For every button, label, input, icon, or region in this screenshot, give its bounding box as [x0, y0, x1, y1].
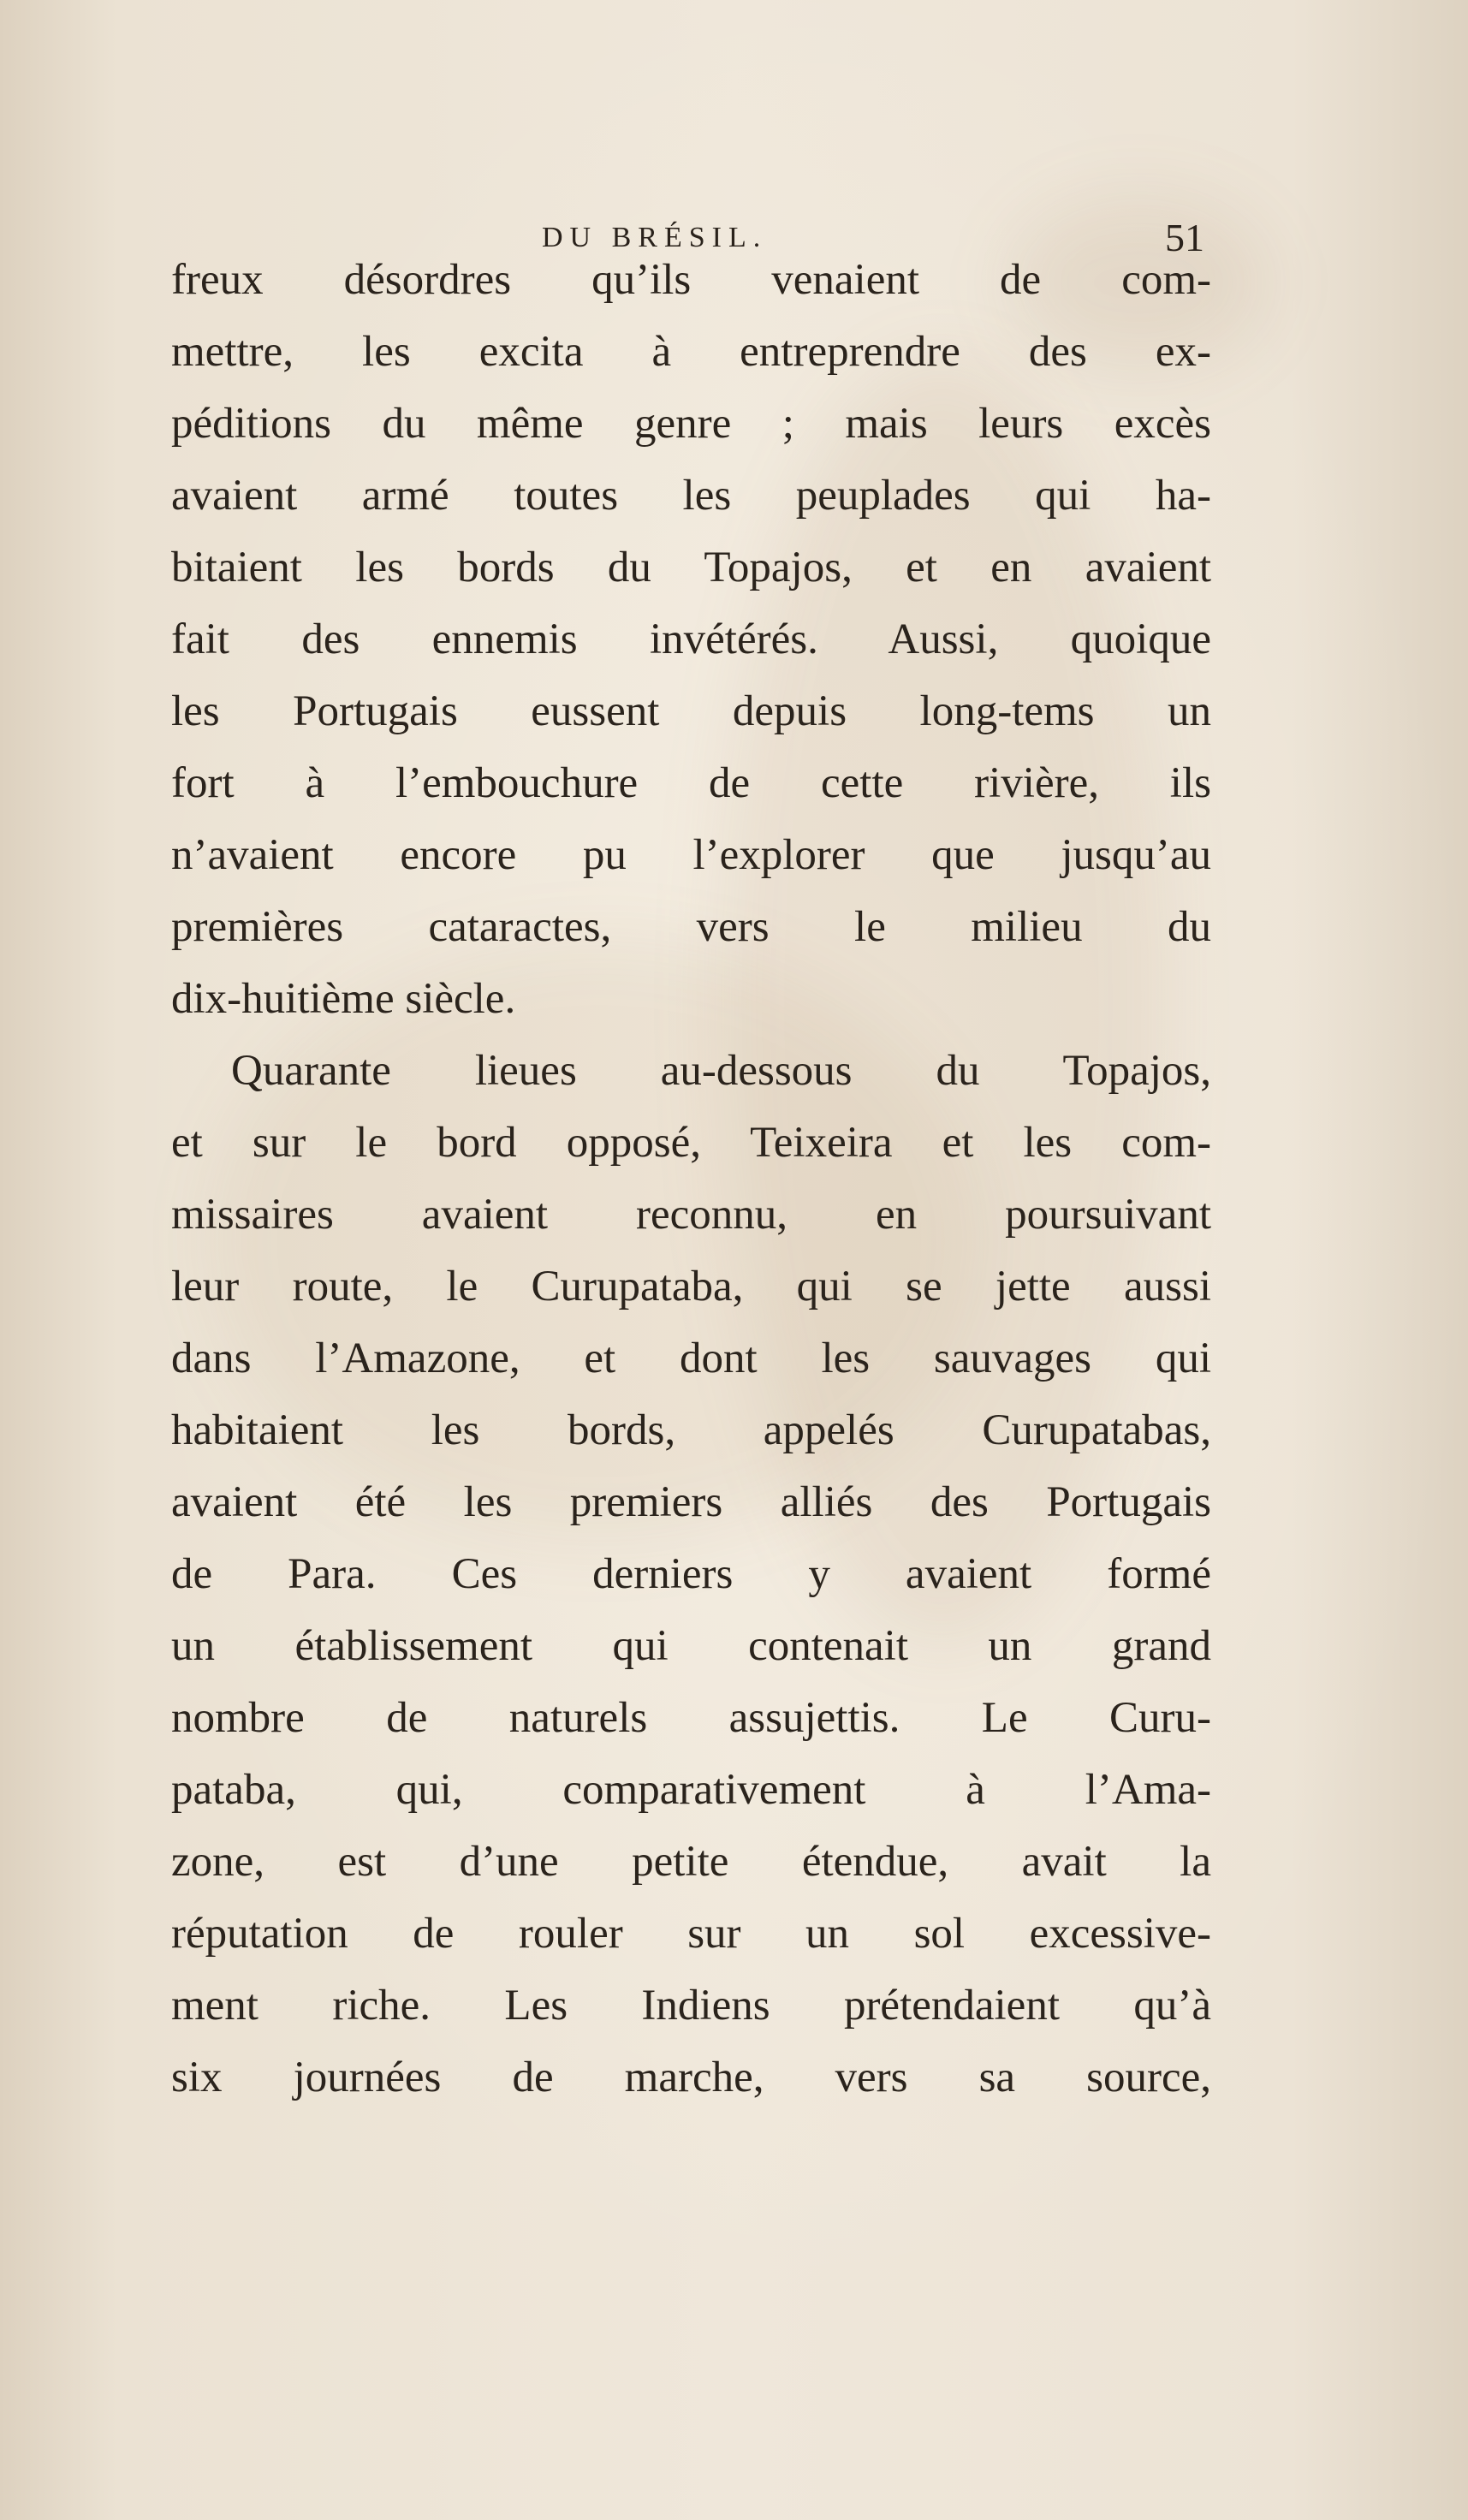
- text-line: fort à l’embouchure de cette rivière, ils: [171, 759, 1211, 807]
- text-line: avaient été les premiers alliés des Portugais: [171, 1478, 1211, 1526]
- text-line: de Para. Ces derniers y avaient formé: [171, 1550, 1211, 1598]
- text-line: péditions du même genre ; mais leurs excès: [171, 400, 1211, 448]
- text-line: pataba, qui, comparativement à l’Ama-: [171, 1766, 1211, 1814]
- text-line: habitaient les bords, appelés Curupatabas,: [171, 1406, 1211, 1454]
- text-line: freux désordres qu’ils venaient de com-: [171, 256, 1211, 304]
- text-line: zone, est d’une petite étendue, avait la: [171, 1838, 1211, 1886]
- text-line: bitaient les bords du Topajos, et en avaient: [171, 544, 1211, 591]
- text-line: fait des ennemis invétérés. Aussi, quoique: [171, 615, 1211, 663]
- text-line: ment riche. Les Indiens prétendaient qu’à: [171, 1982, 1211, 2030]
- text-line: avaient armé toutes les peuplades qui ha-: [171, 472, 1211, 520]
- paragraph-end-line: dix-huitième siècle.: [171, 975, 516, 1023]
- text-line: dans l’Amazone, et dont les sauvages qui: [171, 1334, 1211, 1382]
- text-line: réputation de rouler sur un sol excessive-: [171, 1910, 1211, 1958]
- text-line: et sur le bord opposé, Teixeira et les com-: [171, 1119, 1211, 1167]
- text-line: mettre, les excita à entreprendre des ex-: [171, 328, 1211, 376]
- text-line: premières cataractes, vers le milieu du: [171, 903, 1211, 951]
- text-line: leur route, le Curupataba, qui se jette aussi: [171, 1263, 1211, 1311]
- running-title: DU BRÉSIL.: [542, 222, 768, 253]
- page-number: 51: [1165, 216, 1204, 259]
- text-line: les Portugais eussent depuis long-tems un: [171, 687, 1211, 735]
- text-line: un établissement qui contenait un grand: [171, 1622, 1211, 1670]
- paragraph-start-line: Quarante lieues au-dessous du Topajos,: [231, 1047, 1211, 1095]
- text-line: missaires avaient reconnu, en poursuivant: [171, 1191, 1211, 1239]
- text-line: n’avaient encore pu l’explorer que jusqu’au: [171, 831, 1211, 879]
- text-line: nombre de naturels assujettis. Le Curu-: [171, 1694, 1211, 1742]
- text-line: six journées de marche, vers sa source,: [171, 2053, 1211, 2101]
- body-text: [171, 244, 1211, 2113]
